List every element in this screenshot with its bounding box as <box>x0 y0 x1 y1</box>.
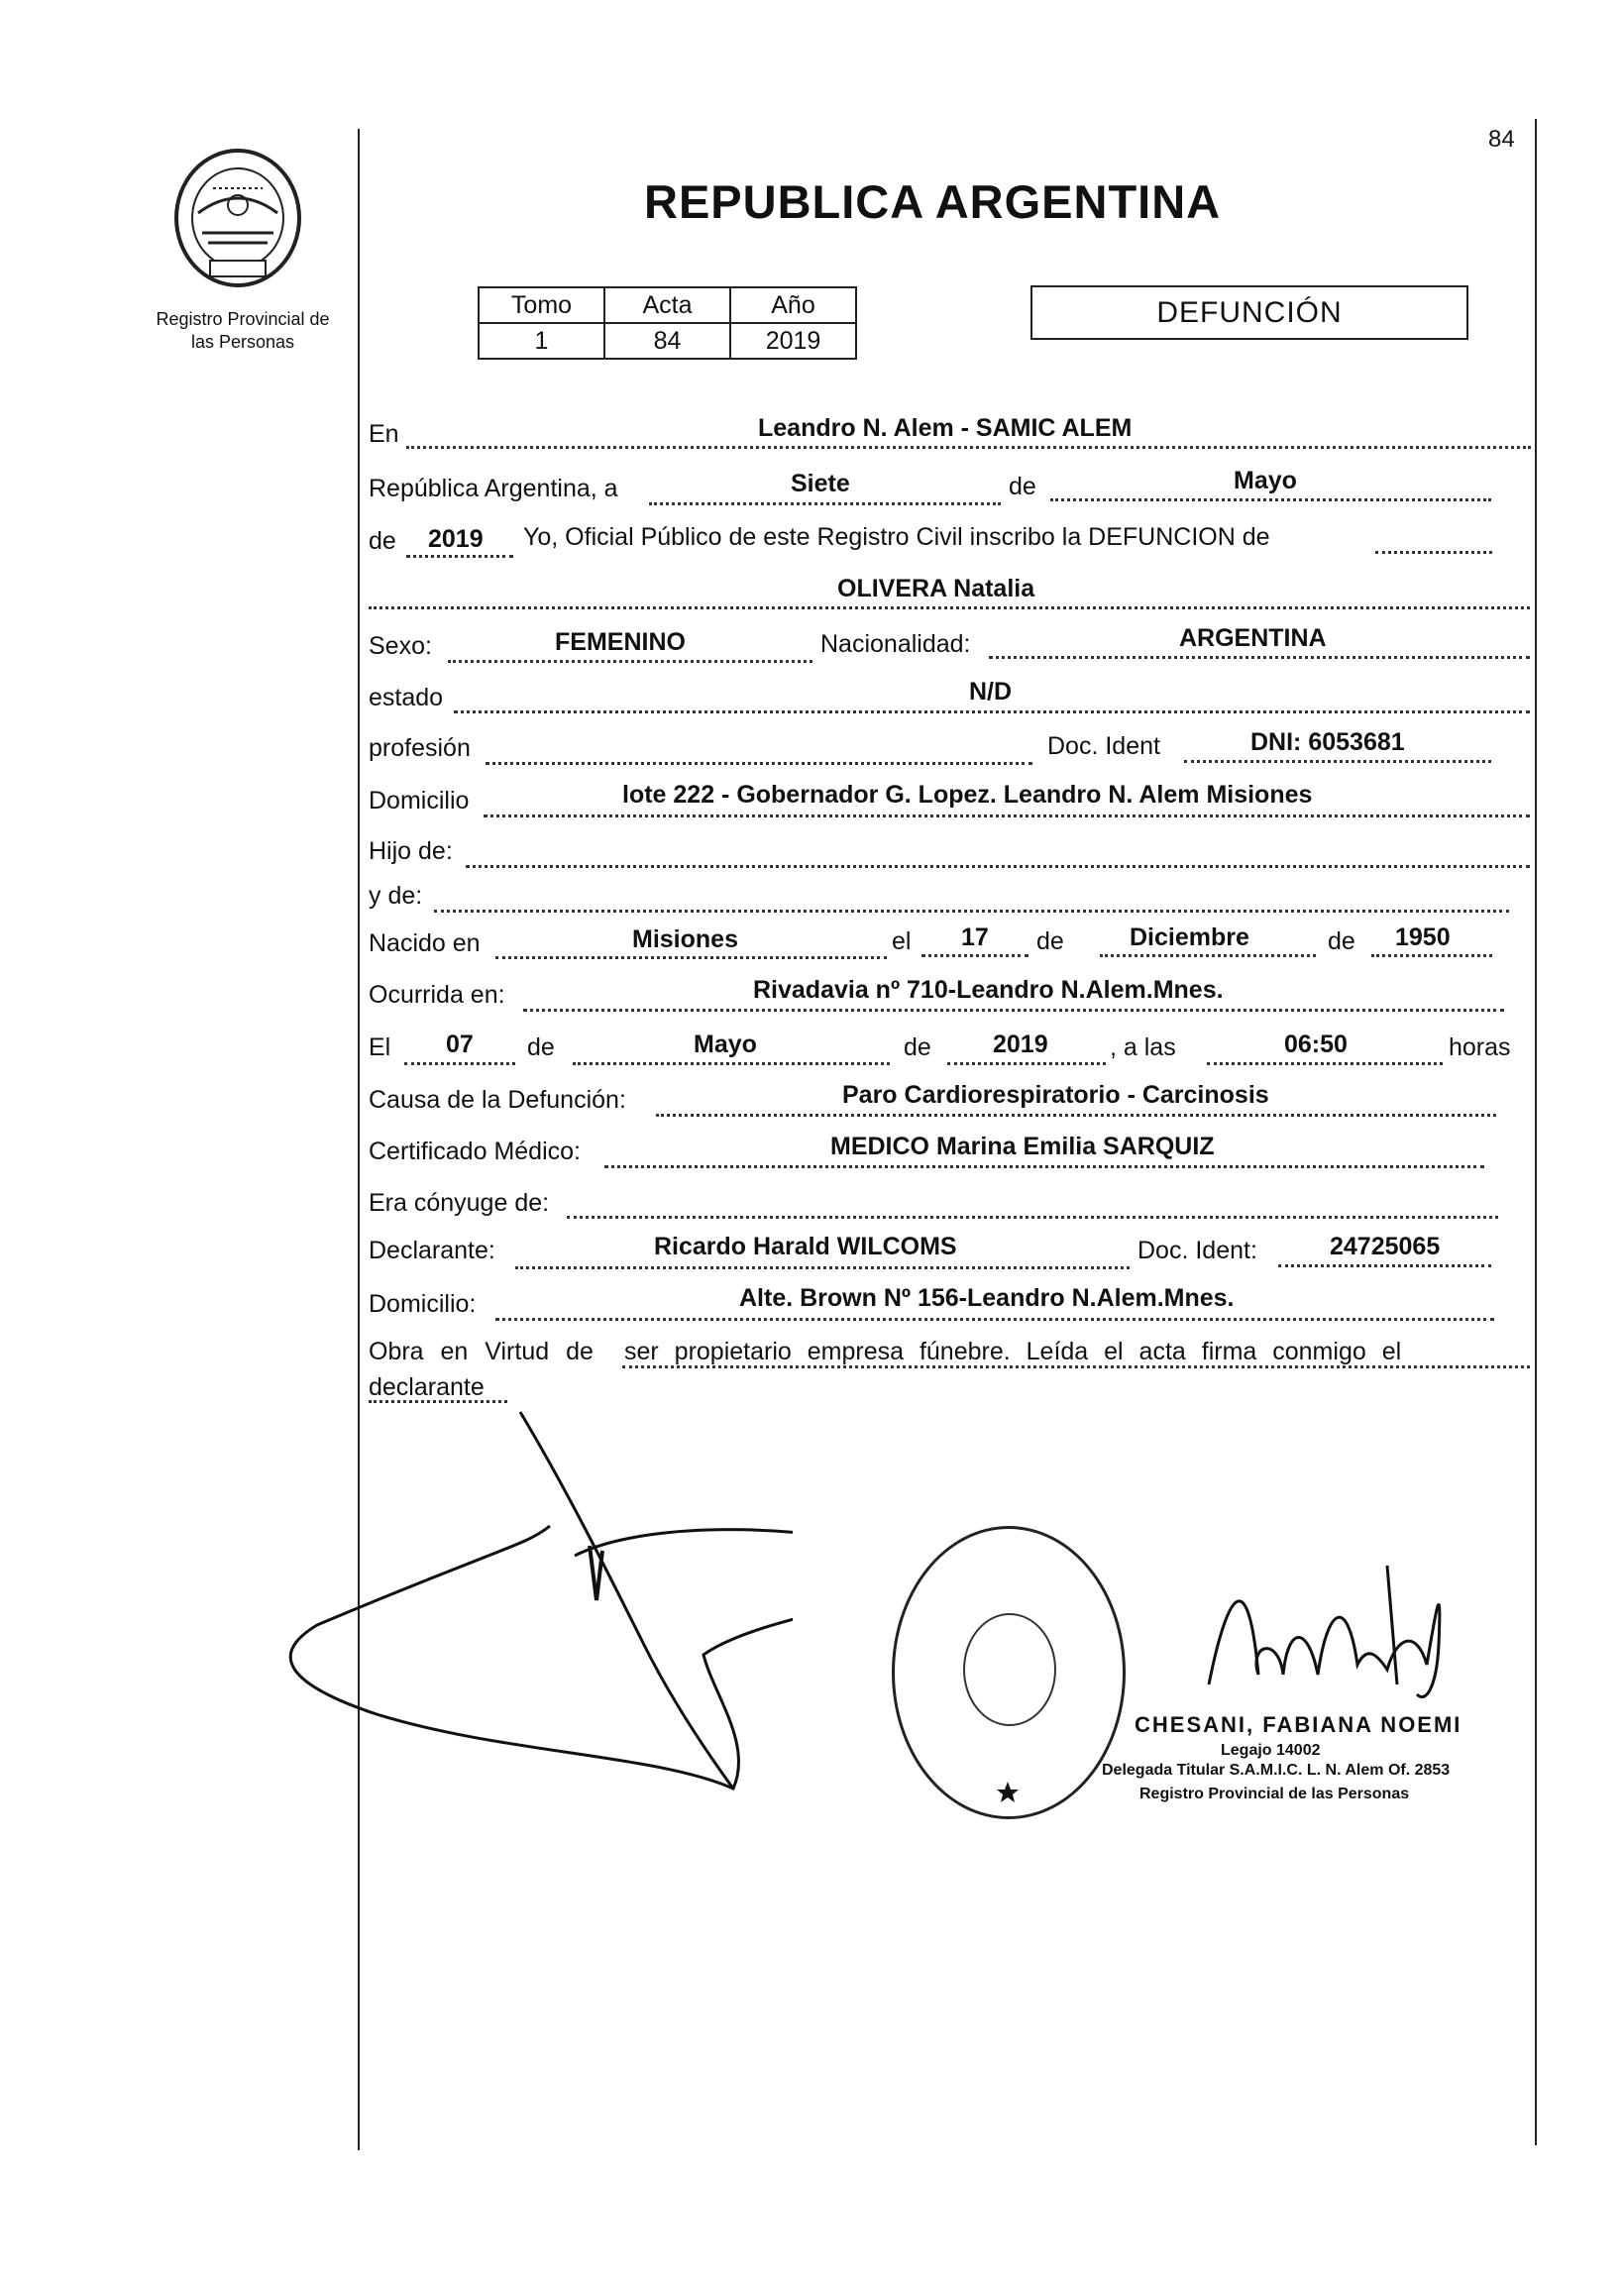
horas-label: horas <box>1449 1033 1511 1061</box>
birth-month-line <box>1100 954 1316 957</box>
registry-label-line1: Registro Provincial de <box>156 309 330 329</box>
cert-label: Certificado Médico: <box>369 1138 581 1165</box>
death-day-line <box>404 1062 515 1065</box>
page-title: REPUBLICA ARGENTINA <box>644 175 1222 228</box>
declarante-label: Declarante: <box>369 1237 495 1264</box>
record-table-header: Tomo <box>479 287 604 323</box>
decl-dom-value: Alte. Brown Nº 156-Leandro N.Alem.Mnes. <box>739 1284 1235 1312</box>
nacionalidad-value: ARGENTINA <box>1179 624 1327 652</box>
en-value: Leandro N. Alem - SAMIC ALEM <box>758 414 1133 442</box>
profesion-line <box>486 762 1032 765</box>
yde-line <box>434 910 1509 913</box>
causa-label: Causa de la Defunción: <box>369 1086 626 1114</box>
republica-label: República Argentina, a <box>369 475 618 502</box>
deceased-name: OLIVERA Natalia <box>837 575 1035 602</box>
decl-dom-line <box>495 1318 1494 1321</box>
day-line <box>649 502 1001 505</box>
death-day: 07 <box>446 1031 474 1058</box>
month-line <box>1050 498 1491 501</box>
conyuge-label: Era cónyuge de: <box>369 1189 550 1217</box>
declarante-line <box>515 1266 1130 1269</box>
nacido-label: Nacido en <box>369 929 481 957</box>
doc-label: Doc. Ident <box>1047 732 1160 760</box>
nacido-line <box>495 956 887 959</box>
alas-label: , a las <box>1110 1033 1176 1061</box>
en-label: En <box>369 420 399 448</box>
right-rule <box>1535 119 1537 2145</box>
birth-day-line <box>921 954 1029 957</box>
decl-doc-value: 24725065 <box>1330 1233 1441 1260</box>
death-year-line <box>947 1062 1106 1065</box>
cert-line <box>604 1165 1484 1168</box>
death-de1: de <box>527 1033 555 1061</box>
hijo-label: Hijo de: <box>369 837 453 865</box>
estado-line <box>454 710 1530 713</box>
yde-label: y de: <box>369 882 423 910</box>
obra-value: ser propietario empresa fúnebre. Leída el acta firma conmigo el <box>624 1338 1402 1365</box>
sexo-line <box>448 660 812 663</box>
record-table-value-row <box>479 323 856 359</box>
domicilio-value: lote 222 - Gobernador G. Lopez. Leandro N. Alem Misiones <box>622 781 1313 809</box>
birth-year-line <box>1371 954 1492 957</box>
domicilio-label: Domicilio <box>369 787 470 814</box>
official-name: CHESANI, FABIANA NOEMI <box>1135 1712 1462 1737</box>
obra-value-2: declarante <box>369 1373 485 1401</box>
estado-label: estado <box>369 684 444 711</box>
birth-year: 1950 <box>1395 923 1451 951</box>
profesion-label: profesión <box>369 734 471 762</box>
provincial-seal-icon <box>168 144 307 292</box>
death-de2: de <box>904 1033 931 1061</box>
record-table-header: Acta <box>604 287 730 323</box>
nacido-value: Misiones <box>632 925 738 953</box>
record-table-header-row <box>479 287 856 323</box>
declarante-value: Ricardo Harald WILCOMS <box>654 1233 957 1260</box>
official-signature <box>1189 1546 1466 1724</box>
birth-month: Diciembre <box>1130 923 1249 951</box>
record-table <box>478 286 857 360</box>
en-line <box>406 446 1531 449</box>
doc-line <box>1184 760 1491 763</box>
yo-line <box>1375 551 1492 554</box>
sexo-value: FEMENINO <box>555 628 686 656</box>
delegation-seal-emblem <box>963 1613 1056 1726</box>
nacionalidad-line <box>989 656 1530 659</box>
yo-text: Yo, Oficial Público de este Registro Civil inscribo la DEFUNCION de <box>523 523 1270 551</box>
decl-doc-line <box>1278 1264 1491 1267</box>
birth-de1: de <box>1036 927 1064 955</box>
birth-el-label: el <box>892 927 912 955</box>
decl-doc-label: Doc. Ident: <box>1137 1237 1257 1264</box>
birth-de2: de <box>1328 927 1355 955</box>
estado-value: N/D <box>969 678 1013 706</box>
death-time-line <box>1207 1062 1443 1065</box>
declarant-signature <box>277 1397 793 1813</box>
sexo-label: Sexo: <box>369 632 432 660</box>
year-prefix: de <box>369 527 396 555</box>
ocurrida-label: Ocurrida en: <box>369 981 505 1009</box>
hijo-line <box>466 865 1530 868</box>
cert-value: MEDICO Marina Emilia SARQUIZ <box>830 1133 1215 1160</box>
ocurrida-value: Rivadavia nº 710-Leandro N.Alem.Mnes. <box>753 976 1224 1004</box>
doc-value: DNI: 6053681 <box>1250 728 1405 756</box>
year-value: 2019 <box>428 525 484 553</box>
day-value: Siete <box>791 470 850 497</box>
causa-value: Paro Cardiorespiratorio - Carcinosis <box>842 1081 1269 1109</box>
death-year: 2019 <box>993 1031 1048 1058</box>
record-table-cell: 1 <box>479 323 604 359</box>
death-time: 06:50 <box>1284 1031 1348 1058</box>
left-rule <box>358 129 360 2150</box>
registry-label <box>139 308 347 354</box>
nacionalidad-label: Nacionalidad: <box>820 630 971 658</box>
conyuge-line <box>567 1216 1498 1219</box>
month-value: Mayo <box>1234 467 1297 494</box>
domicilio-line <box>484 814 1530 817</box>
official-title-line: Delegada Titular S.A.M.I.C. L. N. Alem Of. 2853 <box>1102 1762 1451 1779</box>
obra-label: Obra en Virtud de <box>369 1338 594 1365</box>
causa-line <box>656 1114 1496 1117</box>
star-icon <box>996 1781 1020 1804</box>
de-label: de <box>1009 473 1036 500</box>
name-line <box>369 606 1530 609</box>
registry-label-line2: las Personas <box>190 332 295 352</box>
death-month-line <box>573 1062 890 1065</box>
death-el-label: El <box>369 1033 391 1061</box>
year-line <box>406 555 513 558</box>
official-legajo: Legajo 14002 <box>1221 1742 1321 1759</box>
official-registry-line: Registro Provincial de las Personas <box>1139 1786 1410 1802</box>
document-type-box: DEFUNCIÓN <box>1030 285 1468 340</box>
record-table-cell: 84 <box>604 323 730 359</box>
birth-day: 17 <box>961 923 989 951</box>
decl-dom-label: Domicilio: <box>369 1290 477 1318</box>
ocurrida-line <box>523 1009 1504 1012</box>
record-table-cell: 2019 <box>730 323 856 359</box>
page-number: 84 <box>1488 126 1515 153</box>
death-month: Mayo <box>694 1031 757 1058</box>
record-table-header: Año <box>730 287 856 323</box>
